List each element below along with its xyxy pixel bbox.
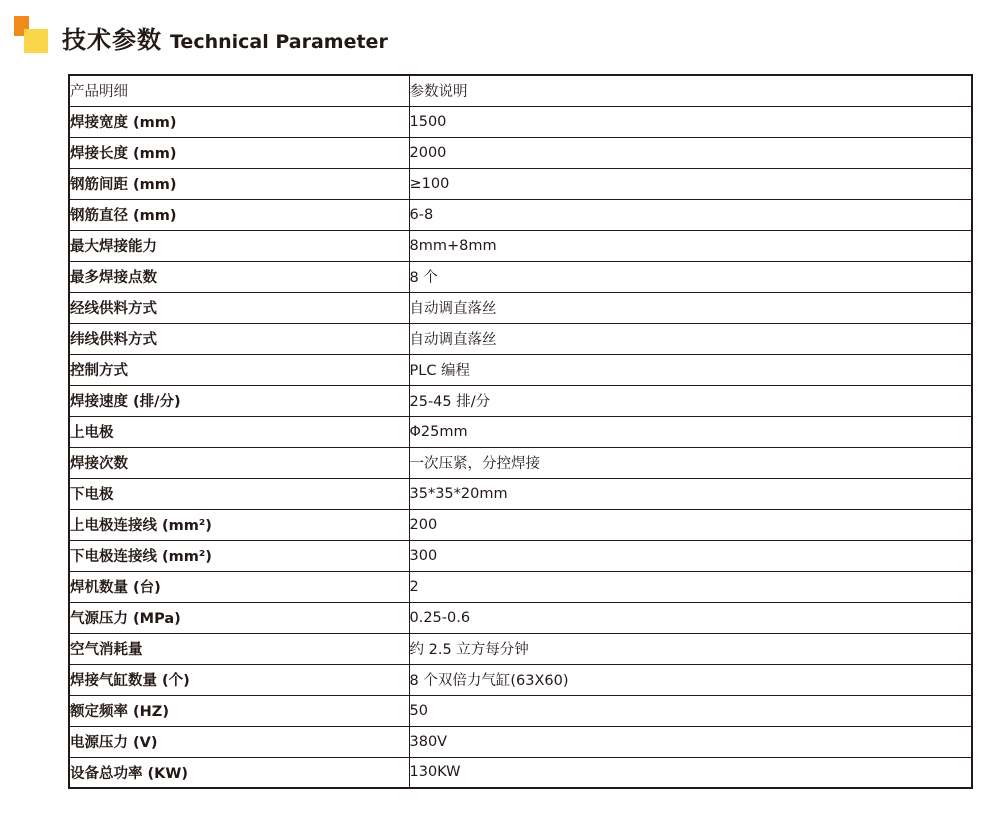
table-row <box>69 137 972 168</box>
page-title <box>62 20 388 55</box>
parameter-name: 最大焊接能力 <box>69 230 409 261</box>
parameter-value: 300 <box>409 540 972 571</box>
parameter-value: 8 个双倍力气缸(63X60) <box>409 664 972 695</box>
parameter-name: 控制方式 <box>69 354 409 385</box>
parameter-value: 1500 <box>409 106 972 137</box>
parameter-name: 焊接气缸数量 (个) <box>69 664 409 695</box>
column-header-item: 产品明细 <box>69 75 409 106</box>
parameter-name: 最多焊接点数 <box>69 261 409 292</box>
table-row <box>69 199 972 230</box>
parameter-value: 25-45 排/分 <box>409 385 972 416</box>
table-row <box>69 633 972 664</box>
parameter-name: 焊机数量 (台) <box>69 571 409 602</box>
parameter-name: 气源压力 (MPa) <box>69 602 409 633</box>
parameter-value: 2 <box>409 571 972 602</box>
table-row <box>69 757 972 788</box>
parameter-value: 2000 <box>409 137 972 168</box>
parameter-name: 上电极 <box>69 416 409 447</box>
parameter-value: 约 2.5 立方每分钟 <box>409 633 972 664</box>
parameter-name: 设备总功率 (KW) <box>69 757 409 788</box>
parameter-value: 200 <box>409 509 972 540</box>
parameter-name: 钢筋直径 (mm) <box>69 199 409 230</box>
parameter-name: 钢筋间距 (mm) <box>69 168 409 199</box>
parameter-value: 8 个 <box>409 261 972 292</box>
table-row <box>69 509 972 540</box>
parameter-name: 纬线供料方式 <box>69 323 409 354</box>
parameter-name: 焊接宽度 (mm) <box>69 106 409 137</box>
parameter-name: 焊接速度 (排/分) <box>69 385 409 416</box>
table-row <box>69 230 972 261</box>
table-row <box>69 106 972 137</box>
parameter-value: 50 <box>409 695 972 726</box>
table-row <box>69 323 972 354</box>
parameter-value: 130KW <box>409 757 972 788</box>
parameter-value: 自动调直落丝 <box>409 323 972 354</box>
table-row <box>69 571 972 602</box>
page-title-cn: 技术参数 <box>62 26 162 54</box>
parameter-value: 6-8 <box>409 199 972 230</box>
parameter-name: 焊接长度 (mm) <box>69 137 409 168</box>
parameter-value: 380V <box>409 726 972 757</box>
parameter-name: 焊接次数 <box>69 447 409 478</box>
parameter-value: 0.25-0.6 <box>409 602 972 633</box>
table-row <box>69 416 972 447</box>
section-logo-icon <box>14 16 50 56</box>
parameter-value: ≥100 <box>409 168 972 199</box>
parameter-table <box>68 74 973 789</box>
parameter-value: PLC 编程 <box>409 354 972 385</box>
parameter-name: 额定频率 (HZ) <box>69 695 409 726</box>
section-header <box>14 16 974 56</box>
parameter-value: 8mm+8mm <box>409 230 972 261</box>
table-row <box>69 478 972 509</box>
table-row <box>69 292 972 323</box>
parameter-name: 上电极连接线 (mm²) <box>69 509 409 540</box>
parameter-name: 电源压力 (V) <box>69 726 409 757</box>
table-row <box>69 664 972 695</box>
parameter-value: Φ25mm <box>409 416 972 447</box>
parameter-name: 经线供料方式 <box>69 292 409 323</box>
table-row <box>69 695 972 726</box>
table-row <box>69 726 972 757</box>
table-row <box>69 540 972 571</box>
table-row <box>69 602 972 633</box>
table-row <box>69 447 972 478</box>
column-header-value: 参数说明 <box>409 75 972 106</box>
table-row <box>69 261 972 292</box>
parameter-name: 下电极连接线 (mm²) <box>69 540 409 571</box>
parameter-value: 自动调直落丝 <box>409 292 972 323</box>
table-row <box>69 354 972 385</box>
parameter-name: 空气消耗量 <box>69 633 409 664</box>
table-row <box>69 168 972 199</box>
page-title-en: Technical Parameter <box>170 31 388 53</box>
table-header-row <box>69 75 972 106</box>
parameter-value: 一次压紧，分控焊接 <box>409 447 972 478</box>
table-row <box>69 385 972 416</box>
parameter-name: 下电极 <box>69 478 409 509</box>
parameter-value: 35*35*20mm <box>409 478 972 509</box>
